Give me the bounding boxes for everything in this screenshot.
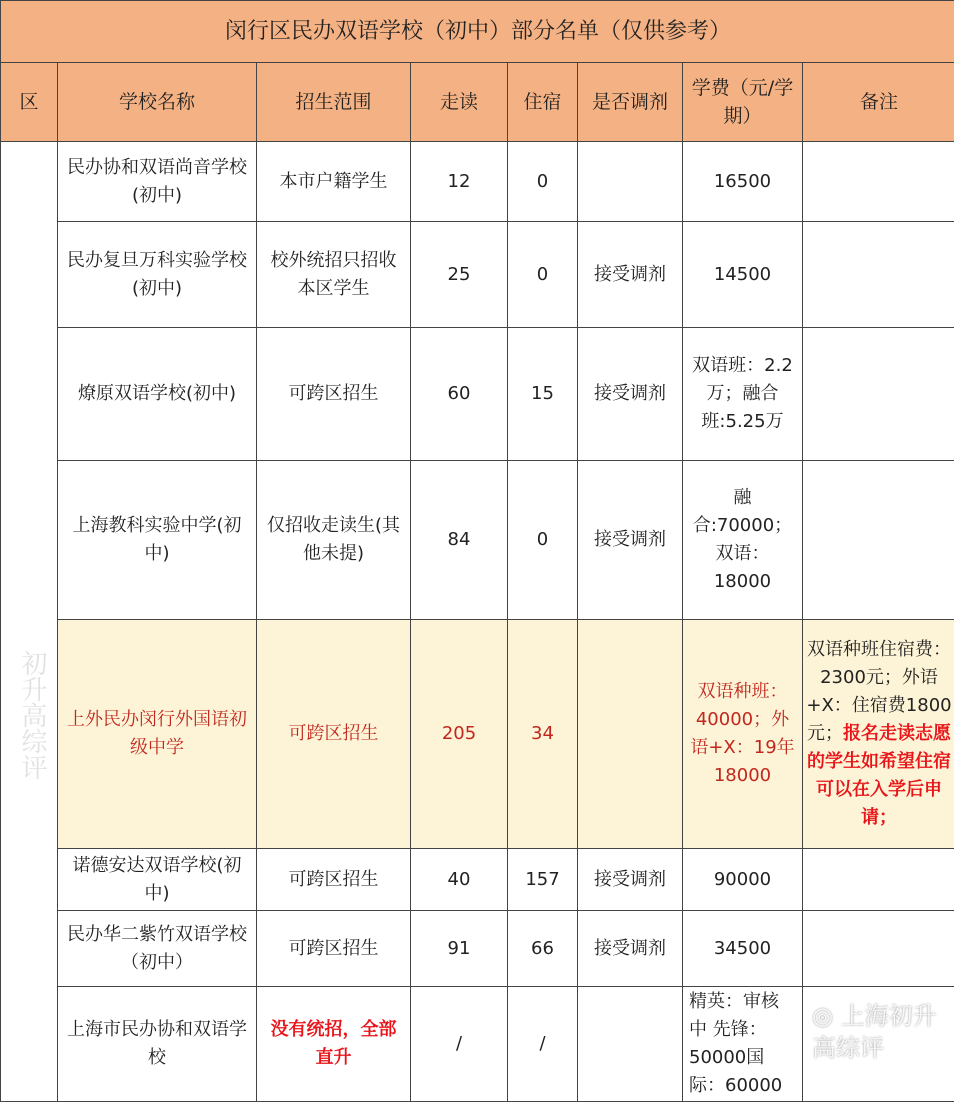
table-title: 闵行区民办双语学校（初中）部分名单（仅供参考）	[1, 1, 954, 63]
board-count: 0	[508, 222, 578, 328]
fee: 融合:70000；双语：18000	[683, 461, 803, 620]
school-name: 上外民办闵行外国语初级中学	[58, 620, 257, 849]
note	[803, 142, 954, 222]
board-count: 66	[508, 911, 578, 987]
note-text: 双语种班住宿费：2300元；外语+X：住宿费1800元；	[806, 639, 951, 744]
scope: 本市户籍学生	[257, 142, 411, 222]
day-count: 12	[411, 142, 508, 222]
header-scope: 招生范围	[257, 63, 411, 142]
header-district: 区	[1, 63, 58, 142]
watermark: 初升高综评	[14, 650, 51, 780]
header-day: 走读	[411, 63, 508, 142]
day-count: 84	[411, 461, 508, 620]
scope: 可跨区招生	[257, 849, 411, 911]
board-count: 0	[508, 461, 578, 620]
fee: 精英：审核中 先锋：50000国际：60000	[683, 987, 803, 1102]
table-row	[1, 328, 954, 461]
board-count: 34	[508, 620, 578, 849]
board-count: /	[508, 987, 578, 1102]
note	[803, 620, 954, 849]
scope: 可跨区招生	[257, 328, 411, 461]
scope: 可跨区招生	[257, 911, 411, 987]
table-row	[1, 142, 954, 222]
day-count: 91	[411, 911, 508, 987]
day-count: 60	[411, 328, 508, 461]
watermark-text: 上海初升高综评	[812, 1002, 937, 1062]
fee: 16500	[683, 142, 803, 222]
note	[803, 911, 954, 987]
school-name: 民办复旦万科实验学校(初中)	[58, 222, 257, 328]
header-adjust: 是否调剂	[578, 63, 683, 142]
day-count: 40	[411, 849, 508, 911]
board-count: 157	[508, 849, 578, 911]
adjust	[578, 620, 683, 849]
board-count: 15	[508, 328, 578, 461]
school-name: 民办华二紫竹双语学校（初中）	[58, 911, 257, 987]
fee: 双语班：2.2万；融合班:5.25万	[683, 328, 803, 461]
day-count: 205	[411, 620, 508, 849]
school-name: 诺德安达双语学校(初中)	[58, 849, 257, 911]
school-name: 民办协和双语尚音学校(初中)	[58, 142, 257, 222]
adjust: 接受调剂	[578, 849, 683, 911]
table-row	[1, 911, 954, 987]
fee: 双语种班：40000；外语+X：19年18000	[683, 620, 803, 849]
note	[803, 987, 954, 1102]
school-name: 上海教科实验中学(初中)	[58, 461, 257, 620]
note-highlight: 报名走读志愿的学生如希望住宿可以在入学后申请；	[807, 723, 951, 828]
scope: 仅招收走读生(其他未提)	[257, 461, 411, 620]
note	[803, 328, 954, 461]
adjust	[578, 987, 683, 1102]
table-row	[1, 987, 954, 1102]
header-fee: 学费（元/学期）	[683, 63, 803, 142]
day-count: 25	[411, 222, 508, 328]
wechat-icon: ◎	[812, 1002, 833, 1030]
note	[803, 849, 954, 911]
fee: 34500	[683, 911, 803, 987]
adjust: 接受调剂	[578, 461, 683, 620]
fee: 14500	[683, 222, 803, 328]
day-count: /	[411, 987, 508, 1102]
table-row	[1, 222, 954, 328]
table-row	[1, 849, 954, 911]
school-name: 上海市民办协和双语学校	[58, 987, 257, 1102]
adjust: 接受调剂	[578, 222, 683, 328]
school-name: 燎原双语学校(初中)	[58, 328, 257, 461]
scope: 可跨区招生	[257, 620, 411, 849]
board-count: 0	[508, 142, 578, 222]
fee: 90000	[683, 849, 803, 911]
adjust	[578, 142, 683, 222]
note	[803, 222, 954, 328]
note	[803, 461, 954, 620]
scope: 校外统招只招收本区学生	[257, 222, 411, 328]
header-note: 备注	[803, 63, 954, 142]
adjust: 接受调剂	[578, 328, 683, 461]
table-row-highlighted	[1, 620, 954, 849]
header-board: 住宿	[508, 63, 578, 142]
table-row	[1, 461, 954, 620]
scope: 没有统招，全部直升	[257, 987, 411, 1102]
header-school: 学校名称	[58, 63, 257, 142]
adjust: 接受调剂	[578, 911, 683, 987]
district-cell	[1, 142, 58, 1102]
